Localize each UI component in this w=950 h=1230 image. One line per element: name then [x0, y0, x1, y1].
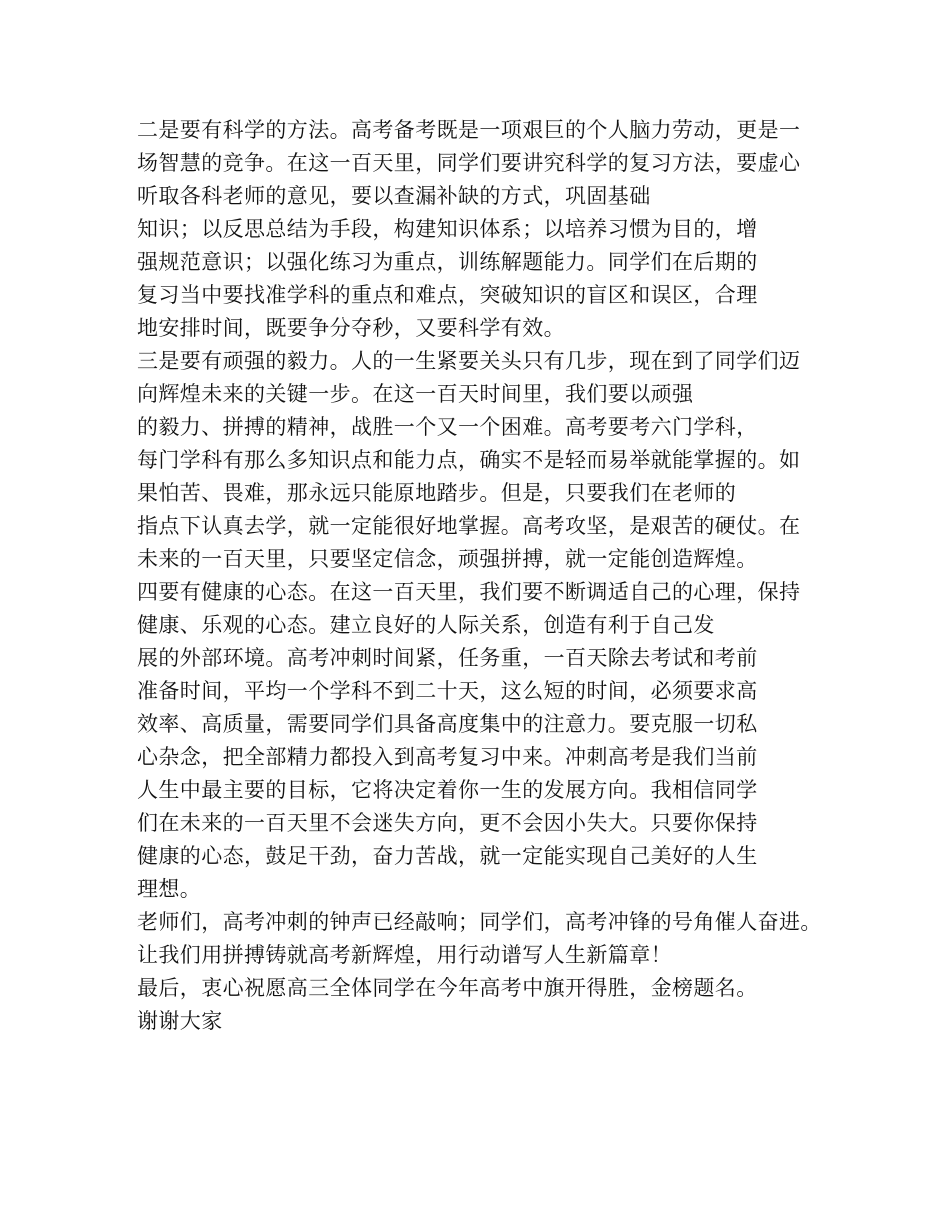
text-line: 展的外部环境。高考冲刺时间紧，任务重，一百天除去考试和考前	[137, 646, 758, 670]
text-line: 理想。	[137, 877, 202, 901]
text-line: 谢谢大家	[137, 1009, 223, 1033]
text-line: 的毅力、拼搏的精神，战胜一个又一个困难。高考要考六门学科，	[137, 415, 758, 439]
text-line: 效率、高质量，需要同学们具备高度集中的注意力。要克服一切私	[137, 712, 758, 736]
text-line: 听取各科老师的意见，要以查漏补缺的方式，巩固基础	[137, 184, 651, 208]
document-body	[137, 114, 837, 1038]
text-line: 健康、乐观的心态。建立良好的人际关系，创造有利于自己发	[137, 613, 715, 637]
text-line: 老师们，高考冲刺的钟声已经敲响；同学们，高考冲锋的号角催人奋进。	[137, 910, 822, 934]
text-line: 每门学科有那么多知识点和能力点，确实不是轻而易举就能掌握的。如	[137, 448, 801, 472]
text-line: 最后，衷心祝愿高三全体同学在今年高考中旗开得胜，金榜题名。	[137, 976, 758, 1000]
text-line: 人生中最主要的目标，它将决定着你一生的发展方向。我相信同学	[137, 778, 758, 802]
text-line: 强规范意识；以强化练习为重点，训练解题能力。同学们在后期的	[137, 250, 758, 274]
text-line: 向辉煌未来的关键一步。在这一百天时间里，我们要以顽强	[137, 382, 694, 406]
text-line: 复习当中要找准学科的重点和难点，突破知识的盲区和误区，合理	[137, 283, 758, 307]
text-line: 心杂念，把全部精力都投入到高考复习中来。冲刺高考是我们当前	[137, 745, 758, 769]
text-line: 指点下认真去学，就一定能很好地掌握。高考攻坚，是艰苦的硬仗。在	[137, 514, 801, 538]
text-line: 果怕苦、畏难，那永远只能原地踏步。但是，只要我们在老师的	[137, 481, 737, 505]
text-line: 三是要有顽强的毅力。人的一生紧要关头只有几步，现在到了同学们迈	[137, 349, 801, 373]
text-line: 让我们用拼搏铸就高考新辉煌，用行动谱写人生新篇章！	[137, 943, 672, 967]
text-line: 场智慧的竞争。在这一百天里，同学们要讲究科学的复习方法，要虚心	[137, 151, 801, 175]
text-line: 知识；以反思总结为手段，构建知识体系；以培养习惯为目的，增	[137, 217, 758, 241]
text-line: 二是要有科学的方法。高考备考既是一项艰巨的个人脑力劳动，更是一	[137, 118, 801, 142]
text-line: 们在未来的一百天里不会迷失方向，更不会因小失大。只要你保持	[137, 811, 758, 835]
text-line: 健康的心态，鼓足干劲，奋力苦战，就一定能实现自己美好的人生	[137, 844, 758, 868]
text-line: 地安排时间，既要争分夺秒，又要科学有效。	[137, 316, 565, 340]
text-line: 未来的一百天里，只要坚定信念，顽强拼搏，就一定能创造辉煌。	[137, 547, 758, 571]
text-line: 准备时间，平均一个学科不到二十天，这么短的时间，必须要求高	[137, 679, 758, 703]
text-line: 四要有健康的心态。在这一百天里，我们要不断调适自己的心理，保持	[137, 580, 801, 604]
